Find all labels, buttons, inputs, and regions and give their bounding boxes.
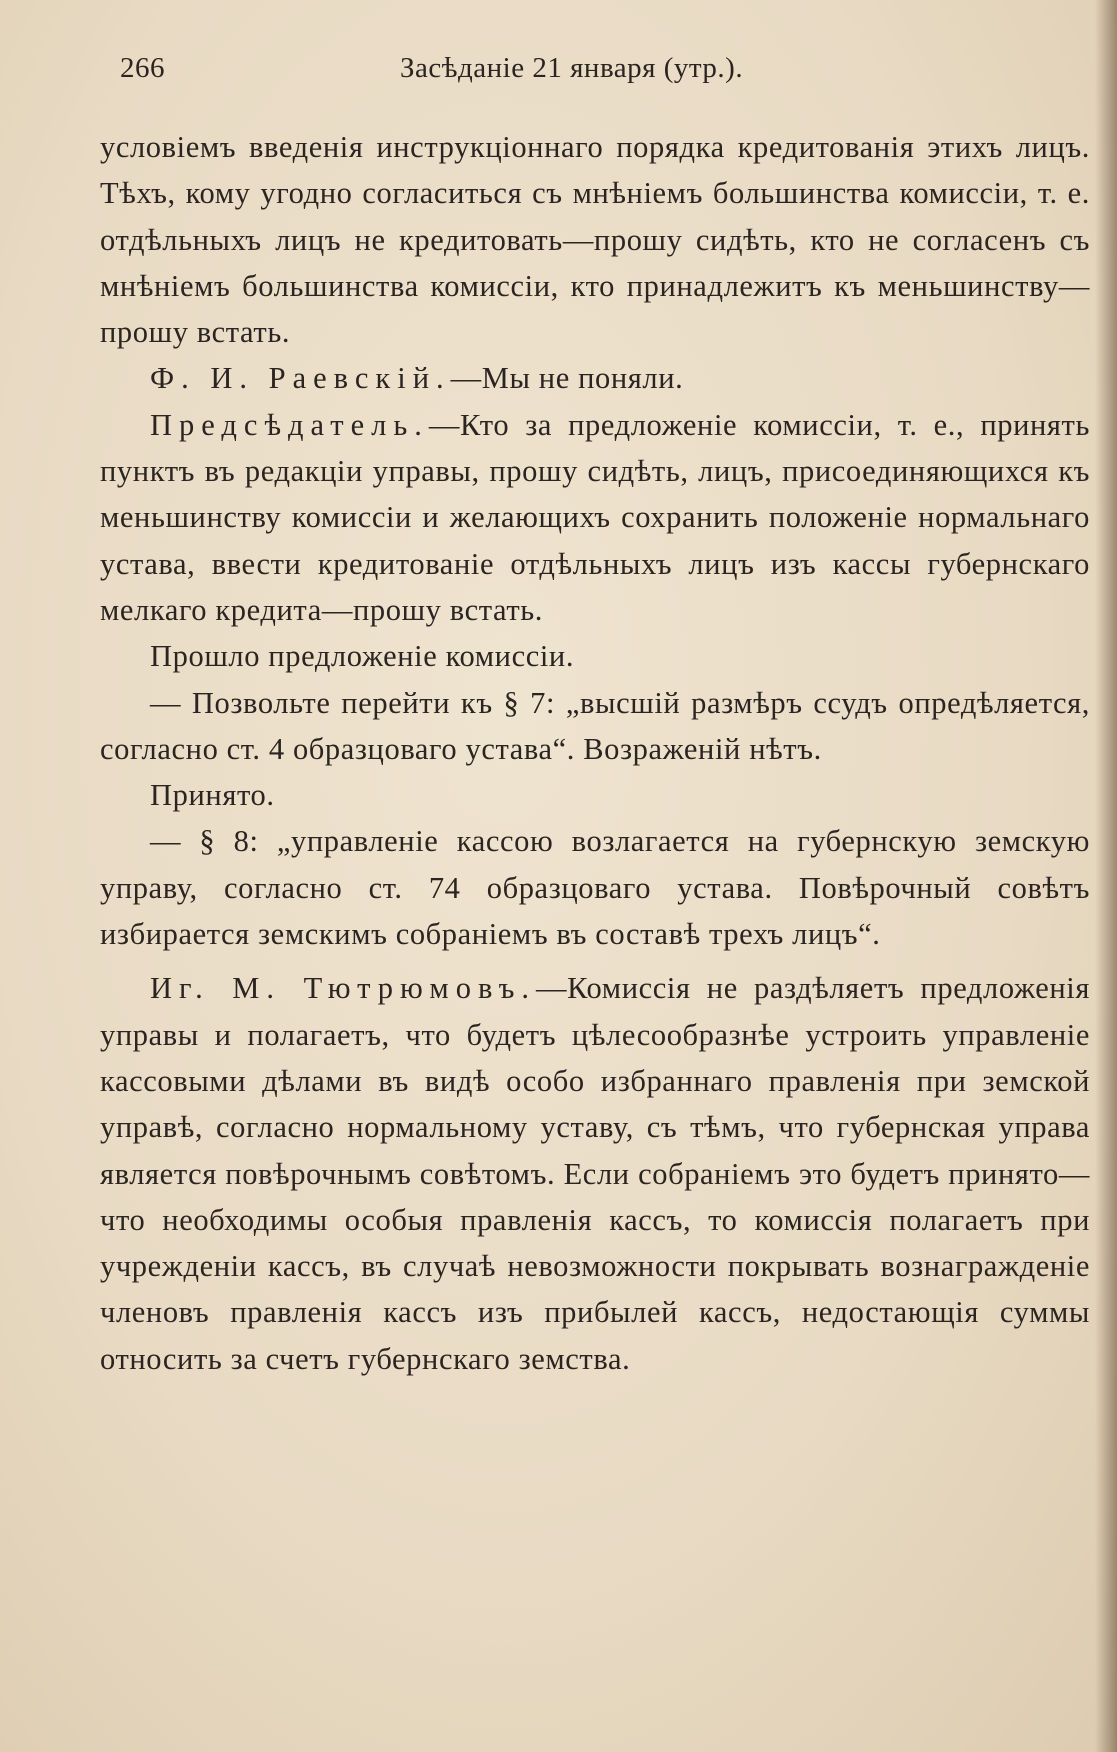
paragraph-text: условіемъ введенія инструкціоннаго порядка кредитованія этихъ лицъ. Тѣхъ, кому угодно согласиться съ мнѣніемъ большинства комиссіи, т. е. отдѣльныхъ лицъ не кредитовать—прошу сидѣть, кто не согласенъ съ мнѣніемъ большинства комиссіи, кто принадлежитъ къ меньшинству—прошу встать. — [100, 130, 1090, 350]
paragraph-text: Прошло предложеніе комиссіи. — [150, 639, 575, 674]
page-header — [120, 52, 1040, 96]
paragraph-raevsky — [100, 355, 1090, 401]
paragraph-section-8 — [100, 818, 1090, 957]
paragraph-result — [100, 633, 1090, 679]
running-title: Засѣданіе 21 января (утр.). — [400, 52, 744, 84]
page-number: 266 — [120, 52, 165, 84]
speaker-name: Иг. М. Тютрюмовъ. — [150, 971, 537, 1006]
paragraph-text: — § 8: „управленіе кассою возлагается на губернскую земскую управу, согласно ст. 74 образцоваго устава. Повѣрочный совѣтъ избирается земскимъ собраніемъ въ составѣ трехъ лицъ“. — [100, 824, 1090, 952]
paragraph-chairman — [100, 402, 1090, 633]
paragraph-text: —Кто за предложеніе комиссіи, т. е., принять пунктъ въ редакціи управы, прошу сидѣть, лицъ, присоединяющихся къ меньшинству комиссіи и желающихъ сохранить положеніе нормальнаго устава, ввести кредитованіе отдѣльныхъ лицъ изъ кассы губернскаго мелкаго кредита—прошу встать. — [100, 407, 1090, 627]
paragraph-tyutryumov — [100, 965, 1090, 1382]
paragraph-accepted — [100, 772, 1090, 818]
paragraph-text: — Позвольте перейти къ § 7: „высшій размѣръ ссудъ опредѣляется, согласно ст. 4 образцоваго устава“. Возраженій нѣтъ. — [100, 685, 1090, 766]
paragraph-section-7 — [100, 680, 1090, 773]
paragraph-continuation — [100, 124, 1090, 355]
paragraph-text: Принято. — [150, 778, 275, 813]
speaker-name: Ф. И. Раевскій. — [150, 361, 451, 396]
paragraph-text: —Мы не поняли. — [450, 361, 684, 396]
paragraph-text: —Комиссія не раздѣляетъ предложенія управы и полагаетъ, что будетъ цѣлесообразнѣе устроить управленіе кассовыми дѣлами въ видѣ особо избраннаго правленія при земской управѣ, согласно нормальному уставу, съ тѣмъ, что губернская управа является повѣрочнымъ совѣтомъ. Если собраніемъ это будетъ принято—что необходимы особыя правленія кассъ, то комиссія полагаетъ при учрежденіи кассъ, въ случаѣ невозможности покрывать вознагражденіе членовъ правленія кассъ изъ прибылей кассъ, недостающія суммы относить за счетъ губернскаго земства. — [100, 971, 1090, 1376]
speaker-name: Предсѣдатель. — [150, 407, 429, 442]
body-text — [100, 124, 1090, 1382]
page-edge-shadow — [1095, 0, 1117, 1752]
